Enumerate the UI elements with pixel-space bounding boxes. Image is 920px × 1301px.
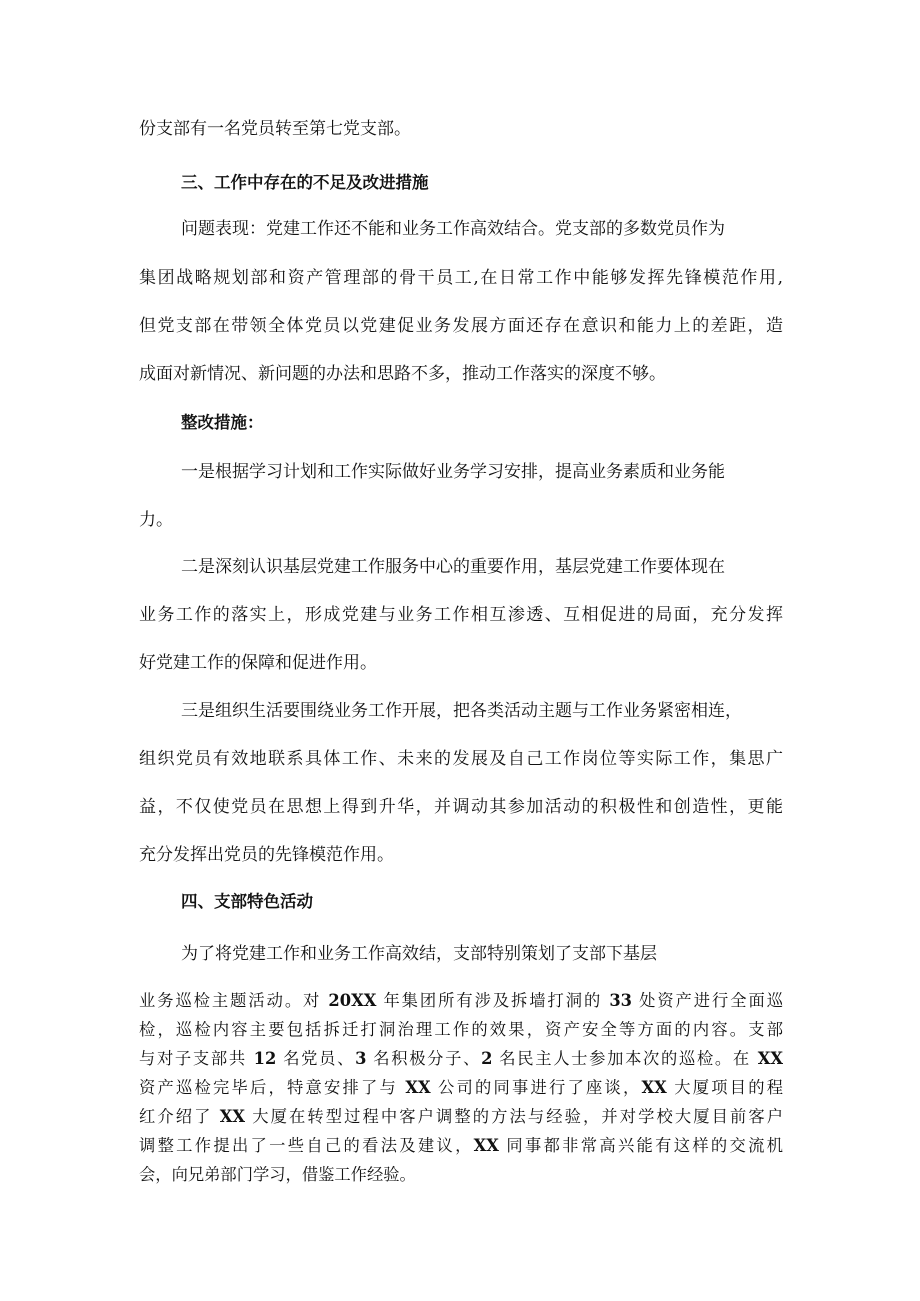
text-line: 充分发挥出党员的先锋模范作用。 bbox=[139, 845, 394, 865]
text-run: 与对子支部共 bbox=[139, 1049, 254, 1068]
text-run-bold: 33 bbox=[609, 991, 632, 1010]
text-run-bold: 20XX bbox=[328, 991, 377, 1010]
text-line: 益，不仅使党员在思想上得到升华，并调动其参加活动的积极性和创造性，更能 bbox=[139, 797, 783, 817]
section-heading-3: 三、工作中存在的不足及改进措施 bbox=[181, 173, 429, 192]
text-run: 年集团所有涉及拆墙打洞的 bbox=[376, 991, 610, 1010]
text-line bbox=[139, 991, 783, 1010]
text-line: 三是组织生活要围绕业务工作开展，把各类活动主题与工作业务紧密相连， bbox=[181, 701, 742, 721]
text-run: 名民主人士参加本次的巡检。在 bbox=[492, 1049, 758, 1068]
text-line: 检，巡检内容主要包括拆迁打洞治理工作的效果，资产安全等方面的内容。支部 bbox=[139, 1020, 783, 1039]
text-run: 业务巡检主题活动。对 bbox=[139, 991, 329, 1010]
text-run-bold: XX bbox=[219, 1107, 246, 1126]
text-run-bold: 3 bbox=[355, 1049, 367, 1068]
text-line: 份支部有一名党员转至第七党支部。 bbox=[139, 119, 411, 139]
text-line: 二是深刻认识基层党建工作服务中心的重要作用，基层党建工作要体现在 bbox=[181, 557, 725, 577]
text-line: 一是根据学习计划和工作实际做好业务学习安排，提高业务素质和业务能 bbox=[181, 462, 725, 482]
text-line: 但党支部在带领全体党员以党建促业务发展方面还存在意识和能力上的差距，造 bbox=[139, 316, 783, 336]
text-run: 同事都非常高兴能有这样的交流机 bbox=[498, 1136, 783, 1155]
section-heading-4: 四、支部特色活动 bbox=[181, 892, 313, 911]
text-line bbox=[139, 1107, 783, 1126]
text-run-bold: XX bbox=[641, 1078, 667, 1097]
text-run-bold: 12 bbox=[253, 1049, 277, 1068]
text-line bbox=[139, 1078, 783, 1097]
text-line: 为了将党建工作和业务工作高效结，支部特别策划了支部下基层 bbox=[181, 944, 657, 964]
text-run-bold: 2 bbox=[481, 1049, 493, 1068]
text-run: 公司的同事进行了座谈， bbox=[430, 1078, 642, 1097]
text-run: 名积极分子、 bbox=[366, 1049, 482, 1068]
text-line: 集团战略规划部和资产管理部的骨干员工,在日常工作中能够发挥先锋模范作用, bbox=[139, 268, 783, 288]
subheading-rectification: 整改措施： bbox=[181, 413, 264, 432]
text-run: 红介绍了 bbox=[139, 1107, 220, 1126]
text-run: 资产巡检完毕后，特意安排了与 bbox=[139, 1078, 406, 1097]
text-line bbox=[139, 1049, 783, 1068]
text-run: 调整工作提出了一些自己的看法及建议， bbox=[139, 1136, 474, 1155]
text-line bbox=[139, 1136, 783, 1155]
text-run: 大厦在转型过程中客户调整的方法与经验，并对学校大厦目前客户 bbox=[245, 1107, 783, 1126]
text-line: 力。 bbox=[139, 510, 173, 530]
text-run: 处资产进行全面巡 bbox=[631, 991, 783, 1010]
text-line: 业务工作的落实上，形成党建与业务工作相互渗透、互相促进的局面，充分发挥 bbox=[139, 605, 783, 625]
text-run-bold: XX bbox=[473, 1136, 499, 1155]
text-run-bold: XX bbox=[757, 1049, 783, 1068]
text-run: 名党员、 bbox=[276, 1049, 356, 1068]
text-run-bold: XX bbox=[405, 1078, 431, 1097]
text-line: 成面对新情况、新问题的办法和思路不多，推动工作落实的深度不够。 bbox=[139, 364, 666, 384]
text-run: 大厦项目的程 bbox=[666, 1078, 783, 1097]
text-line: 会，向兄弟部门学习，借鉴工作经验。 bbox=[139, 1165, 416, 1184]
text-line: 组织党员有效地联系具体工作、未来的发展及自己工作岗位等实际工作，集思广 bbox=[139, 749, 783, 769]
text-line: 问题表现：党建工作还不能和业务工作高效结合。党支部的多数党员作为 bbox=[181, 219, 725, 239]
text-line: 好党建工作的保障和促进作用。 bbox=[139, 653, 377, 673]
